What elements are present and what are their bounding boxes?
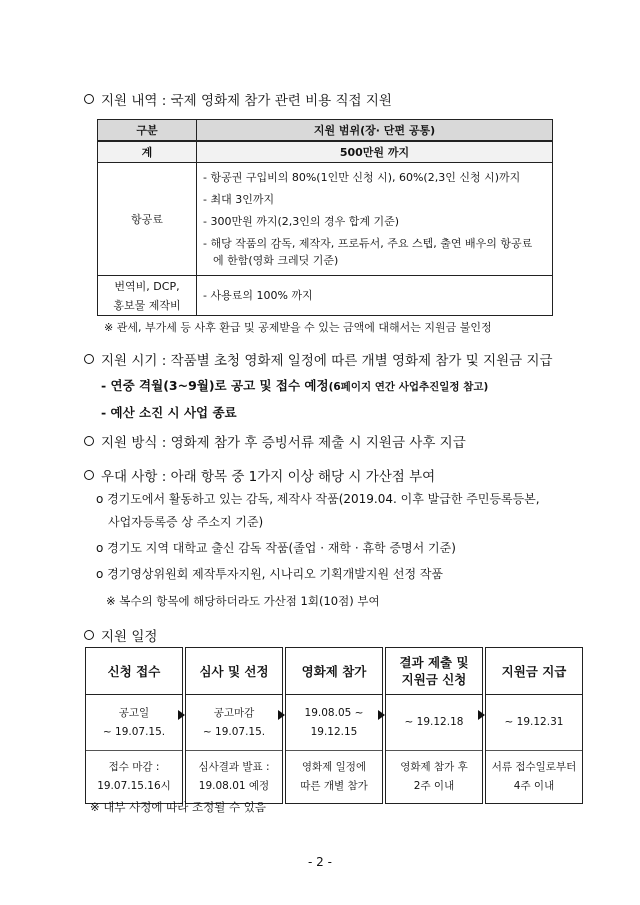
arrow-right-icon [478,710,485,720]
bimonthly-schedule-line: - 연중 격월(3~9월)로 공고 및 접수 예정(6페이지 연간 사업추진일정 참고) [101,378,489,393]
preference-item-university: o 경기도 지역 대학교 출신 감독 작품(졸업 · 재학 · 휴학 증명서 기준) [96,541,456,555]
circle-bullet-icon [84,630,94,640]
section-support-details-heading: 지원 내역 : 국제 영화제 참가 관련 비용 직접 지원 [84,89,392,109]
support-scope-table [97,119,553,316]
schedule-step-review [185,647,283,804]
list-item: - 항공권 구입비의 80%(1인만 신청 시), 60%(2,3인 신청 시)까지 [203,171,521,184]
category-translation: 번역비, DCP, 홍보물 제작비 [98,276,197,316]
preference-item-gyeonggi-activity-cont: 사업자등록증 상 주소지 기준) [108,515,264,529]
step-title: 심사 및 선정 [186,648,282,695]
vat-footnote: ※ 관세, 부가세 등 사후 환급 및 공제받을 수 있는 금액에 대해서는 지원금 불인정 [104,321,492,334]
table-header-scope: 지원 범위(장· 단편 공통) [197,120,553,142]
list-item: - 해당 작품의 감독, 제작자, 프로듀서, 주요 스텝, 출연 배우의 항공료 에 한함(영화 크레딧 기준) [203,237,533,267]
step-description: 영화제 일정에 따른 개별 참가 [300,761,368,792]
schedule-step-payment [485,647,583,804]
step-description: 서류 접수일로부터 4주 이내 [491,761,577,792]
schedule-adjustment-note: ※ 내부 사정에 따라 조정될 수 있음 [90,800,266,814]
arrow-right-icon [278,710,285,720]
table-header-row [98,120,553,142]
arrow-right-icon [378,710,385,720]
step-title: 신청 접수 [86,648,182,695]
circle-bullet-icon [84,94,94,104]
total-value: 500만원 까지 [197,141,553,163]
step-date: ~ 19.12.18 [386,695,482,751]
airfare-scope-list [197,163,552,275]
table-total-row [98,141,553,163]
category-airfare: 항공료 [98,163,197,276]
schedule-step-report [385,647,483,804]
page-number: - 2 - [308,855,332,869]
schedule-step-festival [285,647,383,804]
step-date: ~ 19.12.31 [486,695,582,751]
preference-item-gyeonggi-activity: o 경기도에서 활동하고 있는 감독, 제작사 작품(2019.04. 이후 발급한 주민등록등본, [96,492,540,506]
list-item: - 300만원 까지(2,3인의 경우 합계 기준) [203,215,400,228]
circle-bullet-icon [84,354,94,364]
section-preference-heading: 우대 사항 : 아래 항목 중 1가지 이상 해당 시 가산점 부여 [84,465,435,485]
bonus-points-note: ※ 복수의 항목에 해당하더라도 가산점 1회(10점) 부여 [106,594,380,608]
step-date: 공고마감 ~ 19.07.15. [186,695,282,751]
list-item: - 사용료의 100% 까지 [203,288,313,302]
circle-bullet-icon [84,470,94,480]
step-description: 심사결과 발표 : 19.08.01 예정 [198,761,270,792]
table-row-translation [98,276,553,316]
arrow-right-icon [178,710,185,720]
step-description: 영화제 참가 후 2주 이내 [400,761,468,792]
step-title: 결과 제출 및 지원금 신청 [386,648,482,695]
translation-scope-list [197,281,552,311]
table-row-airfare [98,163,553,276]
circle-bullet-icon [84,436,94,446]
table-header-category: 구분 [98,120,197,142]
section-support-method-heading: 지원 방식 : 영화제 참가 후 증빙서류 제출 시 지원금 사후 지급 [84,431,466,451]
section-support-timing-heading: 지원 시기 : 작품별 초청 영화제 일정에 따른 개별 영화제 참가 및 지원금 지급 [84,349,553,369]
step-title: 지원금 지급 [486,648,582,695]
step-date: 공고일 ~ 19.07.15. [86,695,182,751]
schedule-step-application [85,647,183,804]
preference-item-commission: o 경기영상위원회 제작투자지원, 시나리오 기획개발지원 선정 작품 [96,567,444,581]
step-title: 영화제 참가 [286,648,382,695]
section-schedule-heading: 지원 일정 [84,625,157,645]
total-label: 계 [98,141,197,163]
step-description: 접수 마감 : 19.07.15.16시 [97,761,171,792]
list-item: - 최대 3인까지 [203,193,275,206]
budget-exhausted-line: - 예산 소진 시 사업 종료 [101,405,237,420]
step-date: 19.08.05 ~ 19.12.15 [286,695,382,751]
